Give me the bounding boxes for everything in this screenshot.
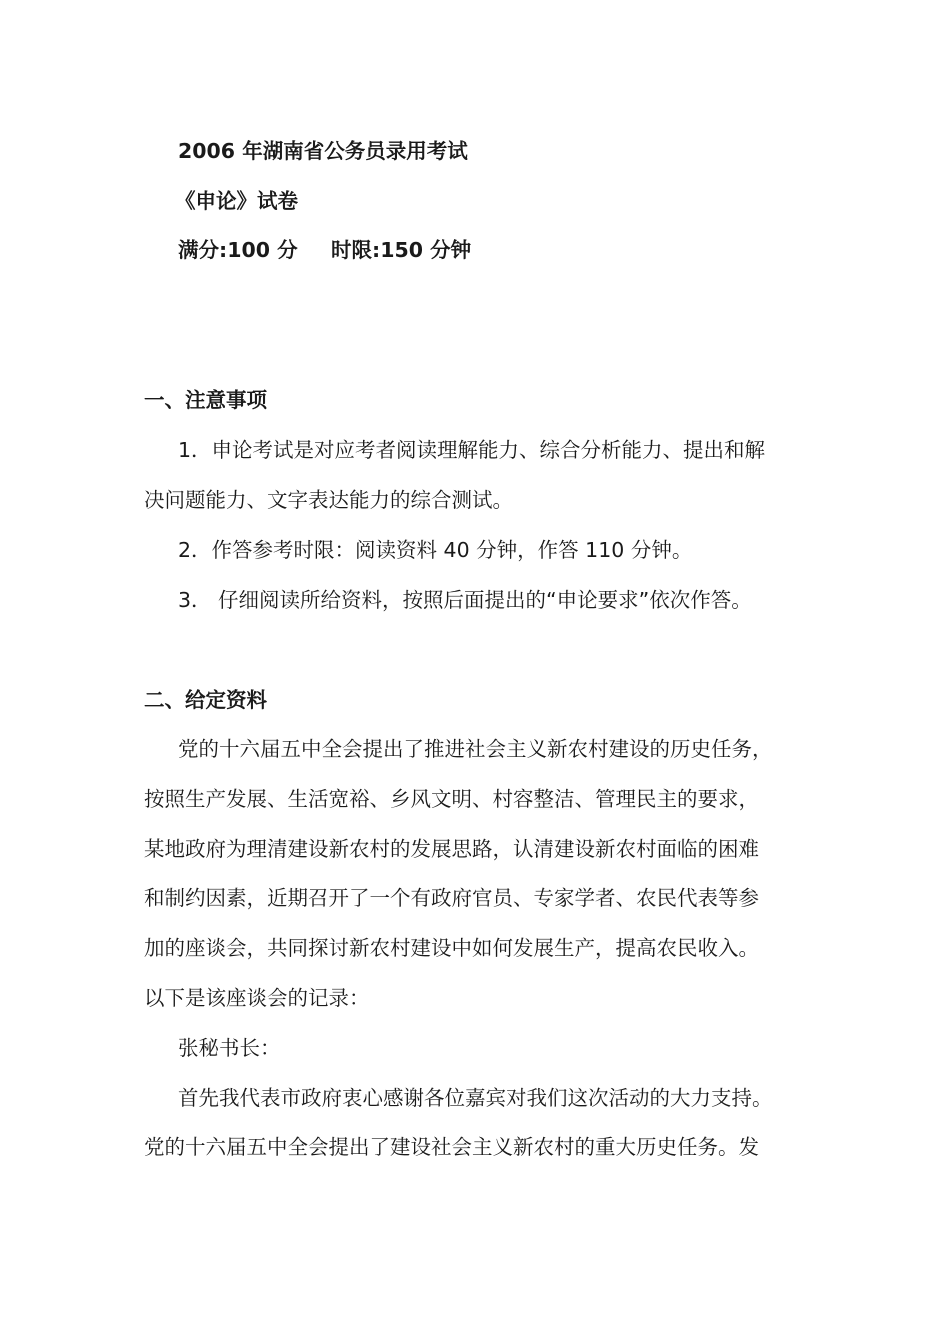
paper-subtitle: 《申论》试卷 <box>175 189 298 213</box>
material-p1-line-4: 和制约因素，近期召开了一个有政府官员、专家学者、农民代表等参 <box>144 886 759 910</box>
note-2: 2．作答参考时限：阅读资料 40 分钟，作答 110 分钟。 <box>178 538 693 562</box>
material-p1-line-6: 以下是该座谈会的记录： <box>144 986 370 1010</box>
section-heading-materials: 二、给定资料 <box>144 688 267 712</box>
full-score: 满分:100 分 <box>178 238 298 262</box>
speaker-label: 张秘书长： <box>178 1036 281 1060</box>
material-p2-line-2: 党的十六届五中全会提出了建设社会主义新农村的重大历史任务。发 <box>144 1135 759 1159</box>
material-p1-line-3: 某地政府为理清建设新农村的发展思路，认清建设新农村面临的困难 <box>144 837 759 861</box>
material-p1-line-1: 党的十六届五中全会提出了推进社会主义新农村建设的历史任务， <box>178 737 773 761</box>
material-p1-line-5: 加的座谈会，共同探讨新农村建设中如何发展生产，提高农民收入。 <box>144 936 759 960</box>
note-1-line-1: 1．申论考试是对应考者阅读理解能力、综合分析能力、提出和解 <box>178 438 766 462</box>
material-p2-line-1: 首先我代表市政府衷心感谢各位嘉宾对我们这次活动的大力支持。 <box>178 1086 773 1110</box>
exam-title: 2006 年湖南省公务员录用考试 <box>178 139 468 163</box>
section-heading-notes: 一、注意事项 <box>144 388 267 412</box>
note-3: 3． 仔细阅读所给资料，按照后面提出的“申论要求”依次作答。 <box>178 588 752 612</box>
time-limit: 时限:150 分钟 <box>331 238 472 262</box>
material-p1-line-2: 按照生产发展、生活宽裕、乡风文明、村容整洁、管理民主的要求， <box>144 787 759 811</box>
note-1-line-2: 决问题能力、文字表达能力的综合测试。 <box>144 488 513 512</box>
